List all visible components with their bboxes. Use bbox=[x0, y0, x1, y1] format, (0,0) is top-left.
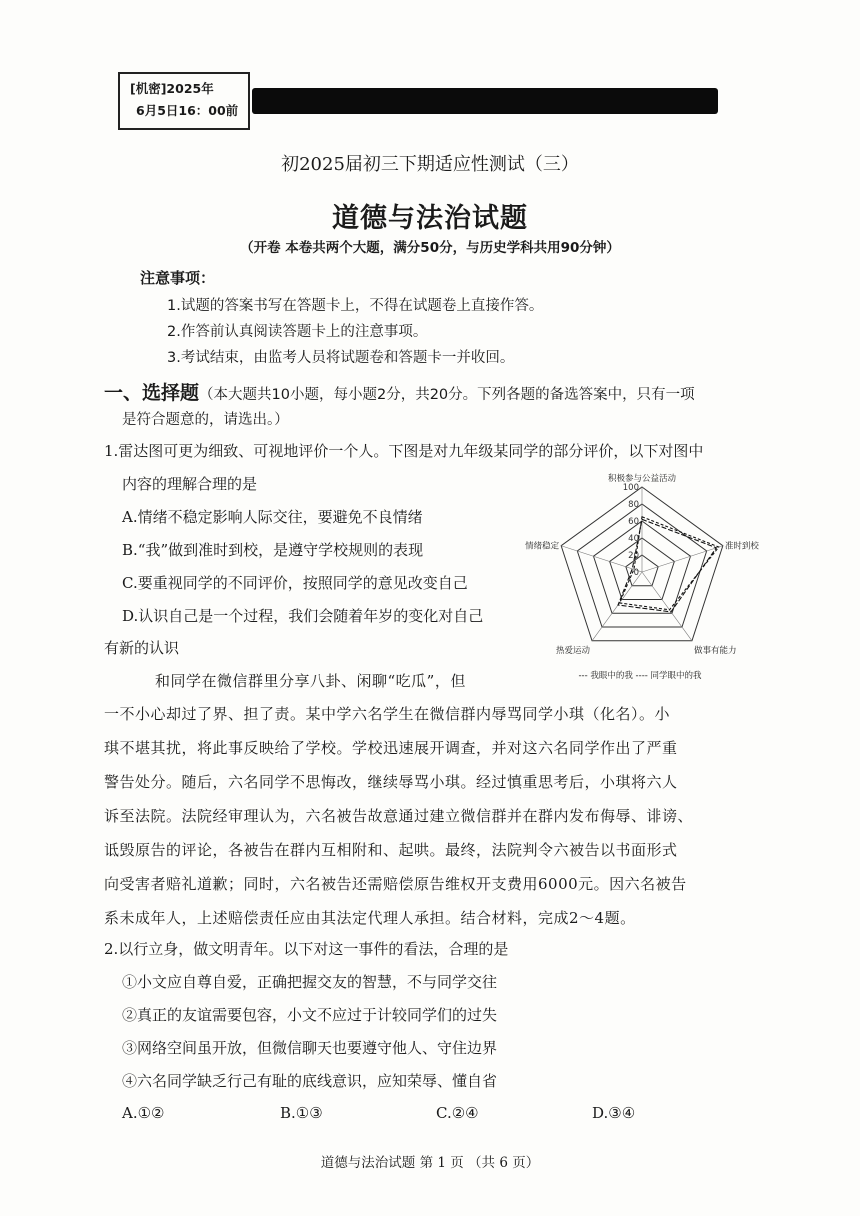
section-desc-cont: 是符合题意的，请选出。） bbox=[122, 412, 289, 428]
q2-choice-a: A.①② bbox=[122, 1104, 165, 1122]
radar-tick-label: 80 bbox=[628, 500, 639, 510]
material-line: 向受害者赔礼道歉；同时，六名被告还需赔偿原告维权开支费用6000元。因六名被告 bbox=[104, 875, 687, 893]
material-line: 诉至法院。法院经审理认为，六名被告故意通过建立微信群并在群内发布侮辱、诽谤、 bbox=[104, 807, 694, 825]
q2-statement: ③网络空间虽开放，但微信聊天也要遵守他人、守住边界 bbox=[122, 1039, 498, 1057]
radar-tick-label: 60 bbox=[628, 517, 639, 527]
notice-item: 2.作答前认真阅读答题卡上的注意事项。 bbox=[167, 324, 428, 340]
q1-option-d-cont: 有新的认识 bbox=[104, 639, 180, 657]
radar-tick-label: 40 bbox=[628, 534, 639, 544]
q1-stem: 1.雷达图可更为细致、可视地评价一个人。下图是对九年级某同学的部分评价，以下对图中 bbox=[104, 442, 704, 460]
q1-option-d: D.认识自己是一个过程，我们会随着年岁的变化对自己 bbox=[122, 607, 484, 625]
exam-title: 初2025届初三下期适应性测试（三） bbox=[281, 154, 579, 175]
material-line: 琪不堪其扰，将此事反映给了学校。学校迅速展开调查，并对这六名同学作出了严重 bbox=[104, 739, 678, 757]
stamp-line-2: 6月5日16：00前 bbox=[136, 103, 239, 118]
material-line: 诋毁原告的评论，各被告在群内互相附和、起哄。最终，法院判令六被告以书面形式 bbox=[104, 841, 678, 859]
stamp-line-1: [机密]2025年 bbox=[130, 81, 214, 96]
radar-tick-label: 0 bbox=[633, 568, 639, 578]
q1-stem-cont: 内容的理解合理的是 bbox=[122, 475, 258, 493]
material-line: 一不小心却过了界、担了责。某中学六名学生在微信群内辱骂同学小琪（化名）。小 bbox=[104, 705, 671, 723]
material-line: 系未成年人，上述赔偿责任应由其法定代理人承担。结合材料，完成2～4题。 bbox=[104, 909, 636, 927]
radar-axis-label: 情绪稳定 bbox=[525, 541, 560, 552]
q1-option-c: C.要重视同学的不同评价，按照同学的意见改变自己 bbox=[122, 574, 468, 592]
radar-tick-label: 100 bbox=[622, 483, 639, 493]
notice-title: 注意事项： bbox=[140, 269, 216, 287]
q2-choice-d: D.③④ bbox=[592, 1104, 636, 1122]
notice-item: 3.考试结束，由监考人员将试题卷和答题卡一并收回。 bbox=[167, 350, 515, 366]
radar-spoke bbox=[592, 572, 642, 641]
q2-stem: 2.以行立身，做文明青年。以下对这一事件的看法，合理的是 bbox=[104, 940, 509, 958]
q2-choice-c: C.②④ bbox=[436, 1104, 479, 1122]
radar-axis-label: 热爱运动 bbox=[556, 645, 591, 656]
page-footer: 道德与法治试题 第 1 页 （共 6 页） bbox=[320, 1155, 540, 1171]
radar-chart bbox=[500, 470, 780, 685]
chart-legend: --- 我眼中的我 ---- 同学眼中的我 bbox=[578, 671, 702, 681]
section-title: 一、选择题 bbox=[104, 382, 200, 404]
q2-statement: ②真正的友谊需要包容，小文不应过于计较同学们的过失 bbox=[122, 1006, 498, 1024]
q1-option-b: B.“我”做到准时到校，是遵守学校规则的表现 bbox=[122, 541, 424, 559]
confidential-stamp bbox=[118, 72, 250, 130]
radar-spoke bbox=[642, 546, 723, 572]
radar-spoke bbox=[642, 572, 692, 641]
q2-choice-b: B.①③ bbox=[280, 1104, 323, 1122]
radar-axis-label: 做事有能力 bbox=[693, 645, 737, 656]
section-heading bbox=[104, 378, 695, 405]
subject-title: 道德与法治试题 bbox=[332, 203, 528, 234]
material-line: 和同学在微信群里分享八卦、闲聊“吃瓜”，但 bbox=[155, 672, 466, 690]
radar-axis-label: 准时到校 bbox=[724, 541, 759, 552]
exam-info: （开卷 本卷共两个大题，满分50分，与历史学科共用90分钟） bbox=[240, 240, 620, 256]
radar-axis-label: 积极参与公益活动 bbox=[607, 474, 677, 484]
q2-statement: ①小文应自尊自爱，正确把握交友的智慧，不与同学交往 bbox=[122, 973, 498, 991]
material-line: 警告处分。随后，六名同学不思悔改，继续辱骂小琪。经过慎重思考后，小琪将六人 bbox=[104, 773, 678, 791]
radar-tick-label: 20 bbox=[628, 551, 639, 561]
section-desc: （本大题共10小题，每小题2分，共20分。下列各题的备选答案中，只有一项 bbox=[199, 387, 695, 403]
notice-item: 1.试题的答案书写在答题卡上，不得在试题卷上直接作答。 bbox=[167, 298, 544, 314]
q1-option-a: A.情绪不稳定影响人际交往，要避免不良情绪 bbox=[122, 508, 423, 526]
q2-statement: ④六名同学缺乏行己有耻的底线意识，应知荣辱、懂自省 bbox=[122, 1072, 498, 1090]
redaction-bar bbox=[252, 88, 718, 114]
